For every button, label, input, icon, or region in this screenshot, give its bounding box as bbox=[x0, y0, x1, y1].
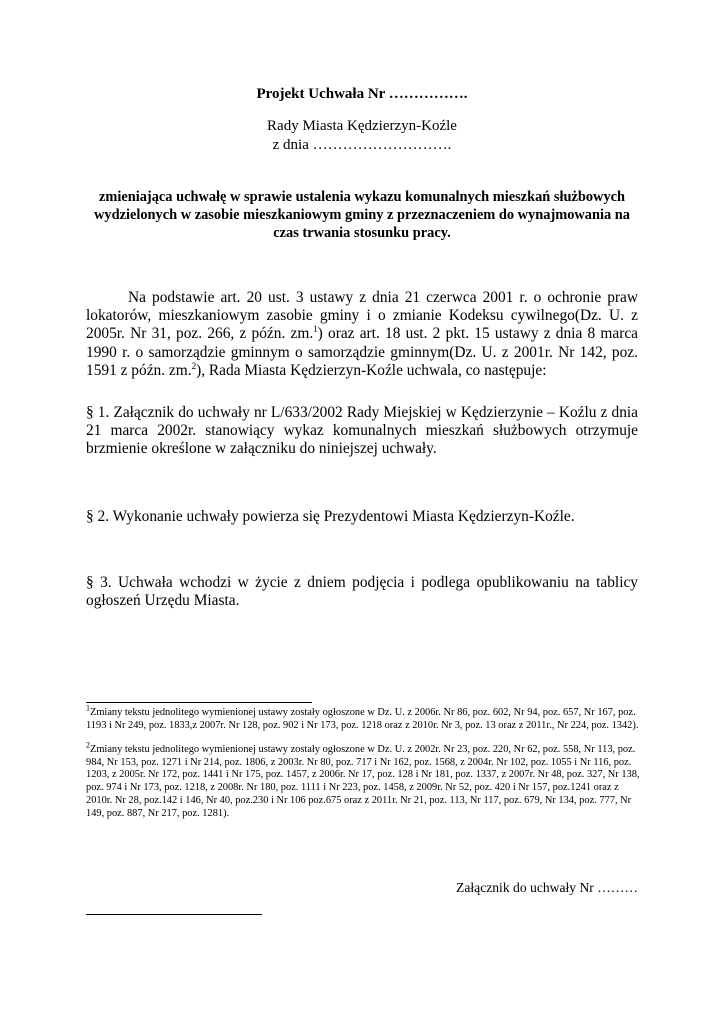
section-3: § 3. Uchwała wchodzi w życie z dniem podjęcia i podlega opublikowaniu na tablicy ogłoszeń Urzędu Miasta. bbox=[86, 574, 638, 610]
footnote-1 bbox=[86, 703, 642, 732]
council-name: Rady Miasta Kędzierzyn-Koźle bbox=[267, 118, 457, 134]
bottom-separator bbox=[86, 914, 262, 915]
section-2: § 2. Wykonanie uchwały powierza się Prezydentowi Miasta Kędzierzyn-Koźle. bbox=[86, 508, 575, 525]
footnote-1-text: Zmiany tekstu jednolitego wymienionej ustawy zostały ogłoszone w Dz. U. z 2006r. Nr 86, poz. 602, Nr 94, poz. 657, Nr 167, poz. 1193 i Nr 249, poz. 1833,z 2007r. Nr 128, poz. 902 i Nr 173, poz. 1218 oraz z 2010r. Nr 3, poz. 13 oraz z 2011r., Nr 224, poz. 1342). bbox=[86, 707, 639, 731]
footnote-1-mark: 1 bbox=[86, 703, 90, 713]
footnote-separator bbox=[86, 702, 312, 703]
section-1: § 1. Załącznik do uchwały nr L/633/2002 Rady Miejskiej w Kędzierzynie – Koźlu z dnia 21 marca 2002r. stanowiący wykaz komunalnych mieszkań służbowych otrzymuje brzmienie określone w załączniku do niniejszej uchwały. bbox=[86, 404, 638, 458]
footnote-2-mark: 2 bbox=[86, 740, 90, 750]
footnote-ref-2: 2 bbox=[191, 360, 197, 371]
footnote-ref-1: 1 bbox=[313, 324, 318, 335]
preamble-text-3: ), Rada Miasta Kędzierzyn-Koźle uchwala, co następuje: bbox=[196, 361, 547, 379]
date-line: z dnia ………………………. bbox=[272, 137, 452, 153]
preamble-text-2: ) oraz art. 18 ust. 2 pkt. 15 ustawy z dnia 8 marca 1990 r. o samorządzie gminnym o samorządzie gminnym(Dz. U. z 2001r. Nr 142, poz. 1591 z późn. zm. bbox=[86, 325, 638, 379]
footnote-2-text: Zmiany tekstu jednolitego wymienionej ustawy zostały ogłoszone w Dz. U. z 2002r. Nr 23, poz. 220, Nr 62, poz. 558, Nr 113, poz. 984, Nr 153, poz. 1271 i Nr 214, poz. 1806, z 2003r. Nr 80, poz. 717 i Nr 162, poz. 1568, z 2004r. Nr 102, poz. 1055 i Nr 116, poz. 1203, z 2005r. Nr 172, poz. 1441 i Nr 175, poz. 1457, z 2006r. Nr 17, poz. 128 i Nr 181, poz. 1337, z 2007r. Nr 48, poz. 327, Nr 138, poz. 974 i Nr 173, poz. 1218, z 2008r. Nr 180, poz. 1111 i Nr 223, poz. 1458, z 2009r. Nr 52, poz. 420 i Nr 157, poz.1241 oraz z 2010r. Nr 28, poz.142 i 146, Nr 40, poz.230 i Nr 106 poz.675 oraz z 2011r. Nr 21, poz. 113, Nr 117, poz. 679, Nr 134, poz. 777, Nr 149, poz. 887, Nr 217, poz. 1281). bbox=[86, 744, 640, 819]
footnote-2 bbox=[86, 740, 642, 820]
preamble-paragraph bbox=[86, 289, 638, 380]
resolution-subject: zmieniająca uchwałę w sprawie ustalenia wykazu komunalnych mieszkań służbowych wydzielonych w zasobie mieszkaniowym gminy z przeznaczeniem do wynajmowania na czas trwania stosunku pracy. bbox=[93, 189, 631, 241]
attachment-label: Załącznik do uchwały Nr ……… bbox=[456, 880, 638, 895]
preamble-text-1: Na podstawie art. 20 ust. 3 ustawy z dnia 21 czerwca 2001 r. o ochronie praw lokatorów, mieszkaniowym zasobie gminy i o zmianie Kodeksu cywilnego(Dz. U. z 2005r. Nr 31, poz. 266, z późn. zm. bbox=[86, 289, 638, 343]
document-title: Projekt Uchwała Nr ……………. bbox=[256, 86, 468, 102]
